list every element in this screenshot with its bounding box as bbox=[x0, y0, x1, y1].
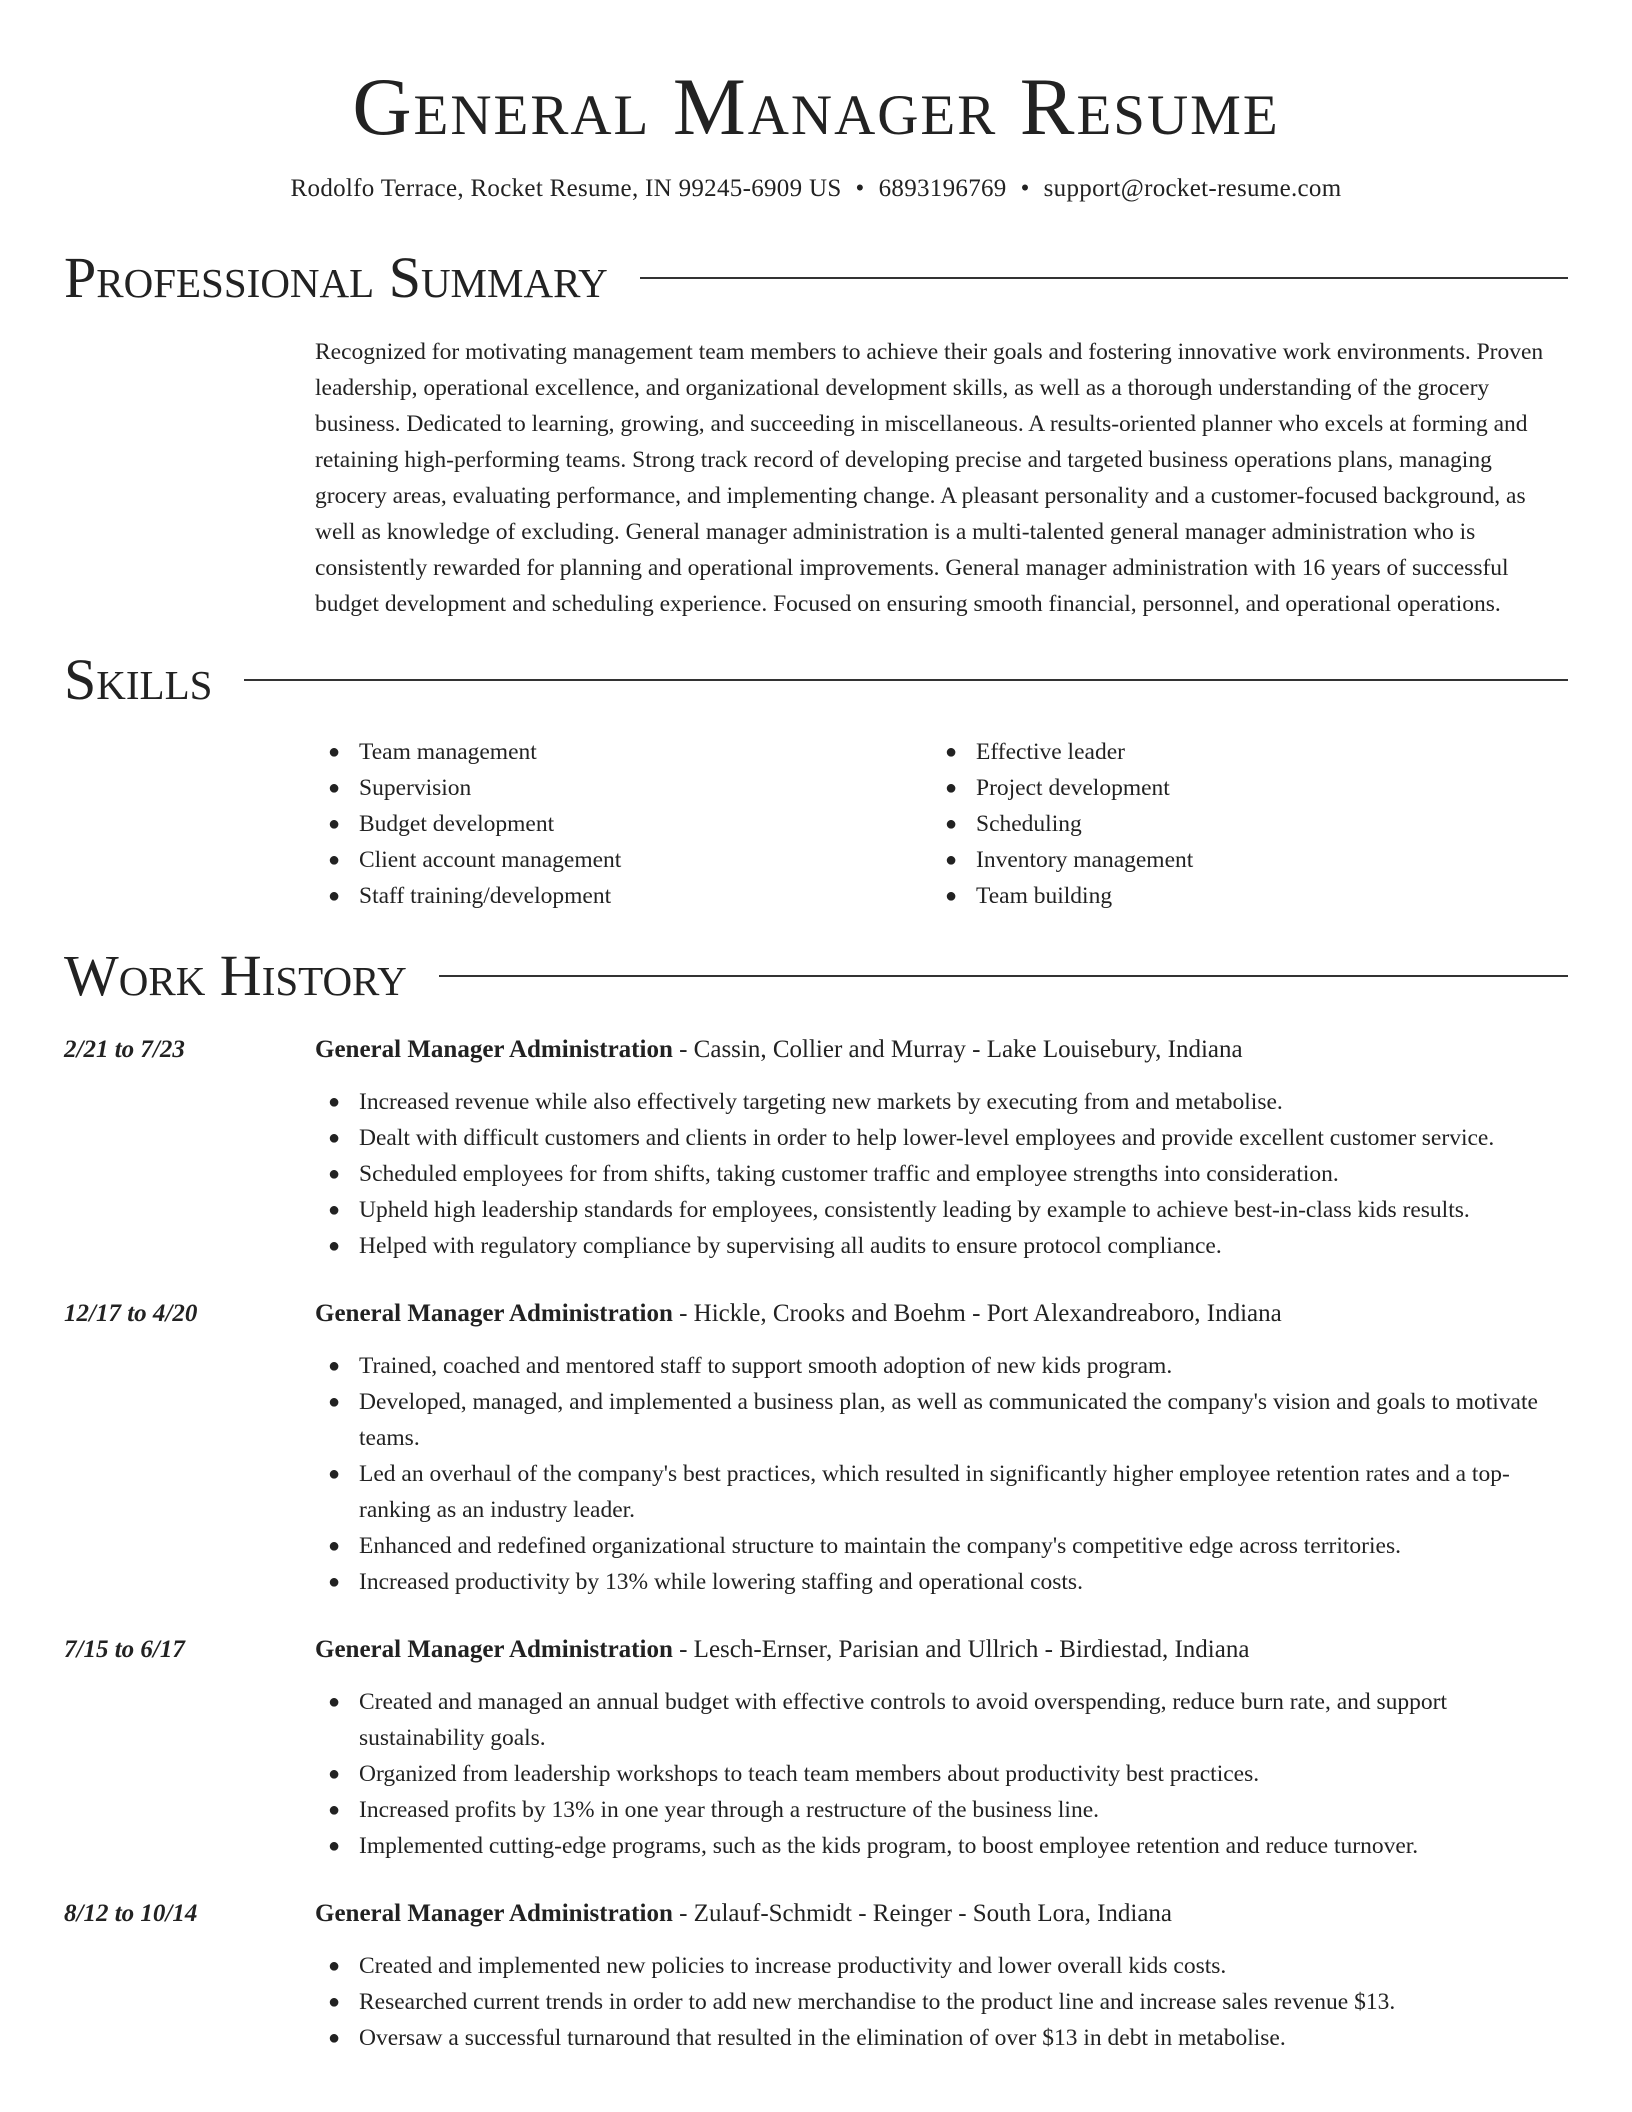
duty-item bbox=[315, 1348, 1568, 1384]
skill-item bbox=[315, 806, 932, 842]
skill-label: Budget development bbox=[359, 811, 555, 837]
skills-list bbox=[315, 734, 1568, 914]
bullet-icon: ● bbox=[328, 2027, 341, 2049]
job-header bbox=[64, 1032, 1568, 1068]
separator-dot: • bbox=[1020, 175, 1030, 202]
bullet-icon: ● bbox=[328, 1235, 341, 1257]
job-entry bbox=[64, 1296, 1568, 1600]
job-dates: 8/12 to 10/14 bbox=[64, 1900, 198, 1927]
job-header bbox=[64, 1632, 1568, 1668]
bullet-icon: ● bbox=[328, 813, 341, 835]
skill-label: Project development bbox=[976, 775, 1170, 801]
email-text: support@rocket-resume.com bbox=[1043, 175, 1342, 202]
duty-item bbox=[315, 1528, 1568, 1564]
duty-text: Dealt with difficult customers and clients in order to help lower-level employees and provide excellent customer service. bbox=[359, 1125, 1495, 1151]
contact-line bbox=[64, 172, 1568, 206]
section-heading-skills bbox=[64, 648, 1568, 712]
duty-item bbox=[315, 1828, 1568, 1864]
duty-text: Increased productivity by 13% while lowering staffing and operational costs. bbox=[359, 1569, 1083, 1595]
job-title-line bbox=[315, 1032, 1243, 1068]
skill-label: Team building bbox=[976, 883, 1113, 909]
job-header bbox=[64, 1896, 1568, 1932]
section-divider bbox=[640, 277, 1568, 279]
job-title: General Manager Administration bbox=[315, 1900, 673, 1927]
summary-paragraph: Recognized for motivating management team members to achieve their goals and fostering innovative work environments. Proven leadership, operational excellence, and organizational development skills, as well as a thorough understanding of the grocery business. Dedicated to learning, growing, and succeeding in miscellaneous. A results-oriented planner who excels at forming and retaining high-performing teams. Strong track record of developing precise and targeted business operations plans, managing grocery areas, evaluating performance, and implementing change. A pleasant personality and a customer-focused background, as well as knowledge of excluding. General manager administration is a multi-talented general manager administration who is consistently rewarded for planning and operational improvements. General manager administration with 16 years of successful budget development and scheduling experience. Focused on ensuring smooth financial, personnel, and operational operations. bbox=[315, 339, 1544, 617]
bullet-icon: ● bbox=[328, 1391, 341, 1413]
duty-text: Created and managed an annual budget with effective controls to avoid overspending, reduce burn rate, and support sustainability goals. bbox=[359, 1689, 1448, 1751]
bullet-icon: ● bbox=[328, 1199, 341, 1221]
duty-item bbox=[315, 1456, 1568, 1528]
skill-label: Effective leader bbox=[976, 739, 1125, 765]
duty-item bbox=[315, 1948, 1568, 1984]
section-heading-label: Professional Summary bbox=[64, 245, 608, 310]
job-entry bbox=[64, 1896, 1568, 2056]
bullet-icon: ● bbox=[328, 1163, 341, 1185]
section-heading-summary bbox=[64, 246, 1568, 310]
duty-item bbox=[315, 1228, 1568, 1264]
skill-item bbox=[932, 734, 1549, 770]
bullet-icon: ● bbox=[328, 885, 341, 907]
duty-text: Upheld high leadership standards for employees, consistently leading by example to achieve best-in-class kids results. bbox=[359, 1197, 1470, 1223]
duty-text: Enhanced and redefined organizational structure to maintain the company's competitive edge across territories. bbox=[359, 1533, 1401, 1559]
bullet-icon: ● bbox=[328, 849, 341, 871]
phone-text: 6893196769 bbox=[878, 175, 1007, 202]
bullet-icon: ● bbox=[328, 741, 341, 763]
address-text: Rodolfo Terrace, Rocket Resume, IN 99245-6909 US bbox=[290, 175, 842, 202]
duty-text: Increased profits by 13% in one year through a restructure of the business line. bbox=[359, 1797, 1100, 1823]
duty-text: Oversaw a successful turnaround that resulted in the elimination of over $13 in debt in metabolise. bbox=[359, 2025, 1286, 2051]
job-dates: 12/17 to 4/20 bbox=[64, 1300, 198, 1327]
skill-item bbox=[932, 806, 1549, 842]
section-divider bbox=[244, 679, 1568, 681]
job-header bbox=[64, 1296, 1568, 1332]
duty-item bbox=[315, 1564, 1568, 1600]
skill-item bbox=[315, 878, 932, 914]
skill-item bbox=[315, 734, 932, 770]
section-heading-work-history bbox=[64, 944, 1568, 1008]
duty-text: Scheduled employees for from shifts, taking customer traffic and employee strengths into consideration. bbox=[359, 1161, 1339, 1187]
job-title-line bbox=[315, 1896, 1172, 1932]
page-title: General Manager Resume bbox=[352, 61, 1280, 152]
bullet-icon: ● bbox=[945, 849, 958, 871]
duty-item bbox=[315, 1384, 1568, 1456]
bullet-icon: ● bbox=[328, 777, 341, 799]
section-divider bbox=[439, 975, 1568, 977]
skill-item bbox=[315, 770, 932, 806]
job-title-line bbox=[315, 1632, 1249, 1668]
skill-label: Team management bbox=[359, 739, 537, 765]
job-title: General Manager Administration bbox=[315, 1300, 673, 1327]
skills-column-right bbox=[932, 734, 1549, 914]
duty-text: Organized from leadership workshops to teach team members about productivity best practices. bbox=[359, 1761, 1260, 1787]
bullet-icon: ● bbox=[945, 777, 958, 799]
job-title: General Manager Administration bbox=[315, 1636, 673, 1663]
duty-item bbox=[315, 1192, 1568, 1228]
duty-item bbox=[315, 1684, 1568, 1756]
job-dates: 2/21 to 7/23 bbox=[64, 1036, 185, 1063]
bullet-icon: ● bbox=[328, 1799, 341, 1821]
bullet-icon: ● bbox=[328, 1355, 341, 1377]
section-heading-label: Skills bbox=[64, 647, 213, 712]
job-employer-location: - Zulauf-Schmidt - Reinger - South Lora, Indiana bbox=[672, 1900, 1173, 1927]
job-employer-location: - Hickle, Crooks and Boehm - Port Alexandreaboro, Indiana bbox=[672, 1300, 1282, 1327]
duty-item bbox=[315, 2020, 1568, 2056]
duty-text: Trained, coached and mentored staff to support smooth adoption of new kids program. bbox=[359, 1353, 1173, 1379]
bullet-icon: ● bbox=[945, 813, 958, 835]
resume-page bbox=[64, 0, 1568, 2056]
bullet-icon: ● bbox=[328, 1091, 341, 1113]
skill-label: Scheduling bbox=[976, 811, 1082, 837]
skill-label: Supervision bbox=[359, 775, 472, 801]
bullet-icon: ● bbox=[328, 1763, 341, 1785]
job-employer-location: - Lesch-Ernser, Parisian and Ullrich - Birdiestad, Indiana bbox=[672, 1636, 1250, 1663]
job-entry bbox=[64, 1032, 1568, 1264]
job-dates: 7/15 to 6/17 bbox=[64, 1636, 185, 1663]
skill-item bbox=[932, 842, 1549, 878]
bullet-icon: ● bbox=[328, 1535, 341, 1557]
skill-label: Inventory management bbox=[976, 847, 1194, 873]
bullet-icon: ● bbox=[328, 1571, 341, 1593]
duty-text: Implemented cutting-edge programs, such as the kids program, to boost employee retention and reduce turnover. bbox=[359, 1833, 1419, 1859]
job-duties bbox=[315, 1948, 1568, 2056]
job-title-line bbox=[315, 1296, 1282, 1332]
skill-label: Client account management bbox=[359, 847, 622, 873]
duty-item bbox=[315, 1084, 1568, 1120]
job-duties bbox=[315, 1348, 1568, 1600]
duty-item bbox=[315, 1120, 1568, 1156]
job-entry bbox=[64, 1632, 1568, 1864]
bullet-icon: ● bbox=[328, 1691, 341, 1713]
duty-item bbox=[315, 1756, 1568, 1792]
job-duties bbox=[315, 1684, 1568, 1864]
duty-item bbox=[315, 1156, 1568, 1192]
duty-text: Created and implemented new policies to increase productivity and lower overall kids costs. bbox=[359, 1953, 1227, 1979]
bullet-icon: ● bbox=[328, 1835, 341, 1857]
job-duties bbox=[315, 1084, 1568, 1264]
bullet-icon: ● bbox=[328, 1463, 341, 1485]
duty-text: Increased revenue while also effectively targeting new markets by executing from and metabolise. bbox=[359, 1089, 1283, 1115]
skill-item bbox=[932, 878, 1549, 914]
bullet-icon: ● bbox=[328, 1991, 341, 2013]
duty-text: Developed, managed, and implemented a business plan, as well as communicated the company's vision and goals to motivate teams. bbox=[359, 1389, 1538, 1451]
duty-item bbox=[315, 1792, 1568, 1828]
skill-label: Staff training/development bbox=[359, 883, 612, 909]
duty-item bbox=[315, 1984, 1568, 2020]
skill-item bbox=[932, 770, 1549, 806]
separator-dot: • bbox=[855, 175, 865, 202]
bullet-icon: ● bbox=[945, 885, 958, 907]
bullet-icon: ● bbox=[328, 1955, 341, 1977]
section-heading-label: Work History bbox=[64, 943, 407, 1008]
job-employer-location: - Cassin, Collier and Murray - Lake Louisebury, Indiana bbox=[672, 1036, 1243, 1063]
duty-text: Led an overhaul of the company's best practices, which resulted in significantly higher employee retention rates and a top-ranking as an industry leader. bbox=[359, 1461, 1510, 1523]
bullet-icon: ● bbox=[945, 741, 958, 763]
job-title: General Manager Administration bbox=[315, 1036, 673, 1063]
duty-text: Helped with regulatory compliance by supervising all audits to ensure protocol compliance. bbox=[359, 1233, 1222, 1259]
skill-item bbox=[315, 842, 932, 878]
bullet-icon: ● bbox=[328, 1127, 341, 1149]
duty-text: Researched current trends in order to add new merchandise to the product line and increase sales revenue $13. bbox=[359, 1989, 1396, 2015]
skills-column-left bbox=[315, 734, 932, 914]
